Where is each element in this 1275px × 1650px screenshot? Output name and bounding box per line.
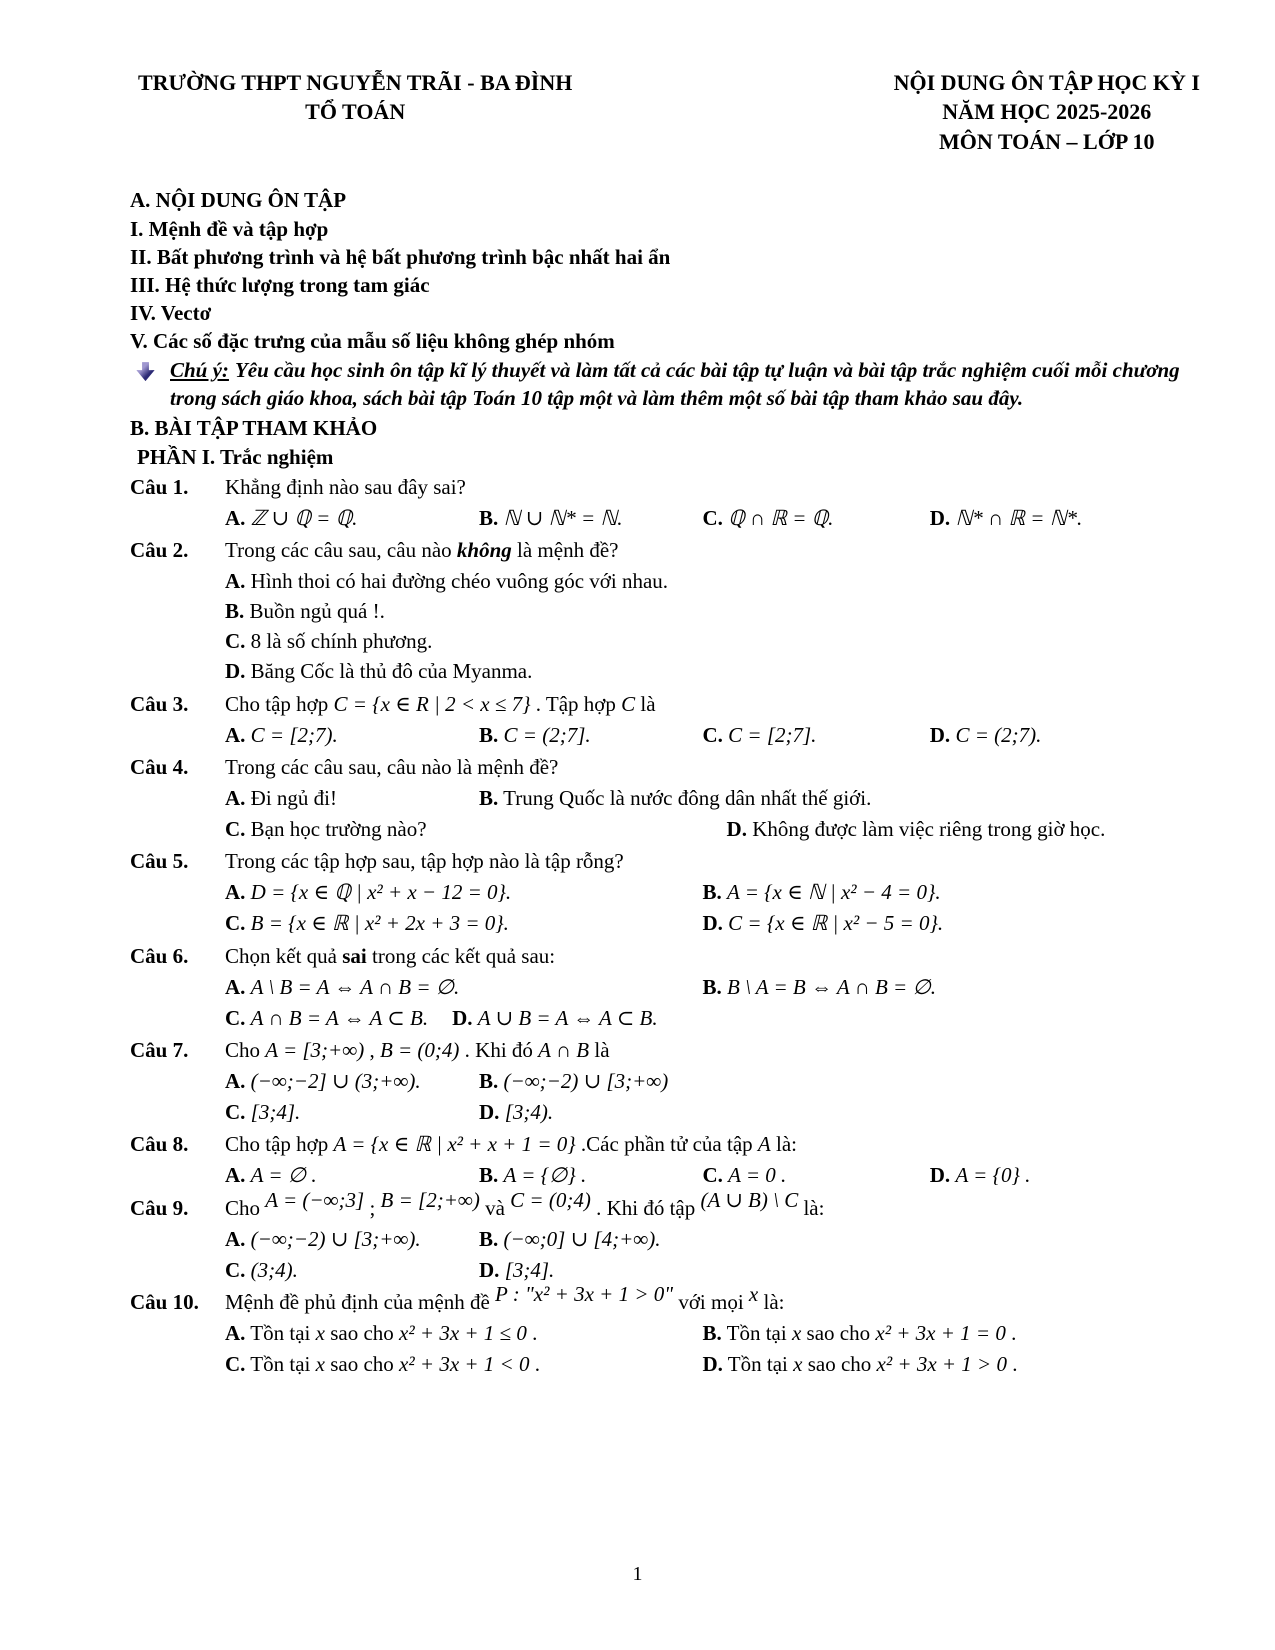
question-text bbox=[225, 536, 1180, 564]
option-B bbox=[479, 1161, 702, 1189]
text-segment: . Khi đó tập bbox=[590, 1195, 701, 1220]
question-1 bbox=[130, 473, 1180, 532]
option-label: A. bbox=[225, 505, 246, 530]
math-expression: A = {∅} . bbox=[503, 1163, 587, 1188]
option-label: D. bbox=[702, 1352, 723, 1377]
option-A bbox=[225, 1161, 479, 1189]
text-segment: , bbox=[364, 1037, 380, 1062]
math-expression: B = (0;4) bbox=[379, 1037, 460, 1062]
question-label: Câu 1. bbox=[130, 474, 189, 499]
text-segment: Đi ngủ đi! bbox=[250, 785, 337, 810]
option-row bbox=[225, 567, 1180, 686]
question-content bbox=[225, 1130, 1180, 1189]
text-segment: Chọn kết quả bbox=[225, 943, 343, 968]
option-label: C. bbox=[225, 629, 246, 654]
option-label: D. bbox=[479, 1257, 500, 1282]
school-block bbox=[138, 68, 572, 156]
text-segment: Mệnh đề phủ định của mệnh đề bbox=[225, 1289, 496, 1314]
review-topic: IV. Vectơ bbox=[130, 300, 212, 325]
school-name: TRƯỜNG THPT NGUYỄN TRÃI - BA ĐÌNH bbox=[138, 70, 573, 95]
math-expression: x² + 3x + 1 ≤ 0 bbox=[399, 1321, 527, 1346]
option-D bbox=[703, 909, 1181, 937]
text-segment: . bbox=[529, 1352, 540, 1377]
math-expression: C = (2;7). bbox=[955, 722, 1042, 747]
question-content bbox=[225, 536, 1180, 686]
math-expression: x² + 3x + 1 > 0 bbox=[876, 1352, 1007, 1377]
option-label: A. bbox=[225, 569, 246, 594]
option-C bbox=[225, 1256, 479, 1284]
text-segment: Tồn tại bbox=[726, 1321, 792, 1346]
text-segment: Tồn tại bbox=[727, 1352, 794, 1377]
math-expression: A = 0 . bbox=[728, 1163, 787, 1188]
option-D bbox=[930, 721, 1180, 749]
review-topic: V. Các số đặc trưng của mẫu số liệu không ghép nhóm bbox=[130, 329, 615, 354]
option-B bbox=[479, 504, 702, 532]
option-row bbox=[225, 909, 1180, 937]
option-C bbox=[225, 627, 1180, 655]
math-expression: ℕ ∪ ℕ* = ℕ. bbox=[503, 505, 623, 530]
review-topics bbox=[130, 215, 1180, 356]
option-label: B. bbox=[479, 785, 499, 810]
option-row bbox=[225, 1350, 1180, 1378]
school-department: TỔ TOÁN bbox=[305, 99, 406, 125]
option-label: A. bbox=[225, 1163, 246, 1188]
option-C bbox=[225, 817, 437, 841]
review-topic: I. Mệnh đề và tập hợp bbox=[130, 216, 329, 241]
question-9 bbox=[130, 1187, 1180, 1284]
text-segment: Hình thoi có hai đường chéo vuông góc với nhau. bbox=[250, 569, 669, 594]
option-label: D. bbox=[702, 911, 723, 936]
question-8 bbox=[130, 1130, 1180, 1189]
text-segment: ; bbox=[364, 1195, 381, 1220]
math-expression: [3;4]. bbox=[250, 1100, 301, 1125]
text-segment: . bbox=[1005, 1321, 1017, 1346]
text-segment: Trong các tập hợp sau, tập hợp nào là tập rỗng? bbox=[225, 849, 624, 874]
option-row bbox=[225, 1098, 1180, 1126]
page-number: 1 bbox=[632, 1563, 643, 1586]
question-content bbox=[225, 847, 1180, 937]
option-row bbox=[225, 1256, 1180, 1284]
option-C bbox=[702, 504, 929, 532]
question-7 bbox=[130, 1036, 1180, 1126]
option-label: C. bbox=[702, 1163, 723, 1188]
doc-title: NỘI DUNG ÔN TẬP HỌC KỲ I bbox=[893, 70, 1200, 95]
option-B bbox=[479, 784, 1180, 812]
option-A bbox=[225, 504, 479, 532]
option-C bbox=[702, 721, 929, 749]
text-segment: là: bbox=[758, 1289, 785, 1314]
math-expression: (−∞;0] ∪ [4;+∞). bbox=[503, 1226, 661, 1251]
text-segment: Cho bbox=[225, 1195, 266, 1220]
option-label: D. bbox=[929, 722, 951, 747]
option-C bbox=[225, 909, 703, 937]
note bbox=[130, 356, 1180, 412]
option-D bbox=[479, 1098, 1180, 1126]
option-label: C. bbox=[225, 817, 246, 842]
option-A bbox=[225, 784, 479, 812]
question-content bbox=[225, 753, 1180, 843]
option-row bbox=[225, 973, 1180, 1001]
option-C bbox=[702, 1161, 929, 1189]
option-label: C. bbox=[702, 722, 723, 747]
review-topic: II. Bất phương trình và hệ bất phương trình bậc nhất hai ẩn bbox=[130, 244, 671, 269]
option-label: D. bbox=[452, 1005, 473, 1030]
option-label: B. bbox=[225, 599, 245, 624]
math-expression: x² + 3x + 1 < 0 bbox=[399, 1352, 530, 1377]
math-expression: D = {x ∈ ℚ | x² + x − 12 = 0}. bbox=[250, 880, 512, 905]
question-text bbox=[225, 1281, 1180, 1316]
text-segment: . bbox=[526, 1321, 538, 1346]
math-expression: A ∪ B = A ⇔ A ⊂ B. bbox=[477, 1005, 658, 1030]
math-expression: ℤ ∪ ℚ = ℚ. bbox=[250, 505, 358, 530]
question-label: Câu 9. bbox=[130, 1195, 189, 1220]
question-label: Câu 7. bbox=[130, 1037, 189, 1062]
option-label: C. bbox=[225, 1100, 246, 1125]
option-row bbox=[225, 1161, 1180, 1189]
math-expression: [3;4). bbox=[504, 1100, 554, 1125]
option-label: B. bbox=[479, 1163, 499, 1188]
down-arrow-bullet-icon bbox=[136, 362, 155, 381]
option-B bbox=[479, 1225, 1180, 1253]
math-expression: (−∞;−2) ∪ [3;+∞) bbox=[503, 1069, 669, 1094]
option-A bbox=[225, 567, 1180, 595]
question-content bbox=[225, 1036, 1180, 1126]
option-label: C. bbox=[225, 1257, 246, 1282]
review-topic: III. Hệ thức lượng trong tam giác bbox=[130, 272, 430, 297]
option-label: B. bbox=[479, 1069, 499, 1094]
math-expression: x² + 3x + 1 = 0 bbox=[875, 1321, 1006, 1346]
option-label: A. bbox=[225, 1069, 246, 1094]
option-label: B. bbox=[702, 1321, 722, 1346]
question-text bbox=[225, 847, 1180, 875]
question-5 bbox=[130, 847, 1180, 937]
text-segment: trong các kết quả sau: bbox=[366, 943, 556, 968]
math-expression: (A ∪ B) \ C bbox=[700, 1187, 799, 1212]
question-label: Câu 6. bbox=[130, 943, 189, 968]
math-expression: (−∞;−2] ∪ (3;+∞). bbox=[250, 1069, 421, 1094]
math-expression: A = (−∞;3] bbox=[265, 1187, 365, 1212]
text-segment: sao cho bbox=[801, 1321, 876, 1346]
math-expression: A = [3;+∞) bbox=[265, 1037, 365, 1062]
math-expression: B \ A = B ⇔ A ∩ B = ∅. bbox=[727, 974, 937, 999]
math-expression: x bbox=[793, 1352, 803, 1377]
option-label: C. bbox=[225, 911, 246, 936]
option-row bbox=[225, 1225, 1180, 1253]
question-label: Câu 3. bbox=[130, 691, 189, 716]
math-expression: ℕ* ∩ ℝ = ℕ*. bbox=[955, 505, 1083, 530]
math-expression: (−∞;−2) ∪ [3;+∞). bbox=[250, 1226, 421, 1251]
option-C bbox=[225, 1006, 438, 1030]
question-text bbox=[225, 1036, 1180, 1064]
question-content bbox=[225, 1281, 1180, 1378]
math-expression: P : "x² + 3x + 1 > 0" bbox=[495, 1281, 674, 1306]
text-segment: Trung Quốc là nước đông dân nhất thế giới. bbox=[503, 785, 872, 810]
question-text bbox=[225, 473, 1180, 501]
option-label: A. bbox=[225, 974, 246, 999]
option-A bbox=[225, 973, 703, 1001]
option-label: A. bbox=[225, 722, 246, 747]
math-expression: A = {x ∈ ℝ | x² + x + 1 = 0} bbox=[333, 1132, 576, 1157]
question-text bbox=[225, 690, 1180, 718]
text-segment: . Tập hợp bbox=[530, 691, 622, 716]
math-expression: C = [2;7). bbox=[250, 722, 338, 747]
option-C bbox=[225, 1098, 479, 1126]
option-label: B. bbox=[479, 722, 499, 747]
math-expression: A = ∅ . bbox=[250, 1163, 317, 1188]
text-segment: .Các phần tử của tập bbox=[575, 1132, 758, 1157]
option-A bbox=[225, 1225, 479, 1253]
option-row bbox=[225, 1004, 1180, 1032]
math-expression: x bbox=[748, 1281, 759, 1306]
note-label: Chú ý: bbox=[170, 358, 229, 383]
text-segment: là mệnh đề? bbox=[511, 537, 619, 562]
option-A bbox=[225, 878, 703, 906]
text-segment: sao cho bbox=[324, 1321, 400, 1346]
text-segment: là bbox=[589, 1037, 610, 1062]
text-segment: Tồn tại bbox=[250, 1352, 316, 1377]
option-label: C. bbox=[225, 1352, 246, 1377]
option-label: A. bbox=[225, 1321, 246, 1346]
question-content bbox=[225, 690, 1180, 749]
math-expression: B = {x ∈ ℝ | x² + 2x + 3 = 0}. bbox=[250, 911, 509, 936]
subject-grade: MÔN TOÁN – LỚP 10 bbox=[939, 128, 1155, 154]
option-label: D. bbox=[726, 817, 747, 842]
math-expression: C bbox=[621, 691, 636, 716]
option-row bbox=[225, 504, 1180, 532]
question-label: Câu 4. bbox=[130, 754, 189, 779]
text-segment: Khẳng định nào sau đây sai? bbox=[225, 474, 466, 499]
text-segment: Băng Cốc là thủ đô của Myanma. bbox=[250, 659, 533, 684]
question-text bbox=[225, 1187, 1180, 1222]
text-segment: không bbox=[456, 537, 512, 562]
option-A bbox=[225, 1067, 479, 1095]
question-3 bbox=[130, 690, 1180, 749]
text-segment: là: bbox=[798, 1195, 825, 1220]
question-content bbox=[225, 942, 1180, 1032]
question-label: Câu 2. bbox=[130, 537, 189, 562]
option-label: D. bbox=[225, 659, 246, 684]
question-label: Câu 10. bbox=[130, 1289, 199, 1314]
title-block bbox=[894, 68, 1200, 156]
option-label: D. bbox=[479, 1100, 500, 1125]
text-segment: Trong các câu sau, câu nào là mệnh đề? bbox=[225, 754, 559, 779]
option-label: A. bbox=[225, 880, 246, 905]
text-segment: là: bbox=[770, 1132, 797, 1157]
question-6 bbox=[130, 942, 1180, 1032]
option-row bbox=[225, 1067, 1180, 1095]
math-expression: B = [2;+∞) bbox=[380, 1187, 480, 1212]
math-expression: A ∩ B = A ⇔ A ⊂ B. bbox=[250, 1005, 429, 1030]
document-header bbox=[130, 68, 1200, 156]
option-A bbox=[225, 1319, 703, 1347]
option-row bbox=[225, 878, 1180, 906]
option-label: B. bbox=[702, 974, 722, 999]
question-text bbox=[225, 753, 1180, 781]
option-C bbox=[225, 1350, 703, 1378]
text-segment: . bbox=[1006, 1352, 1018, 1377]
option-D bbox=[225, 657, 1180, 685]
question-content bbox=[225, 473, 1180, 532]
math-expression: C = {x ∈ ℝ | x² − 5 = 0}. bbox=[728, 911, 944, 936]
math-expression: C = [2;7]. bbox=[728, 722, 817, 747]
option-label: B. bbox=[702, 880, 722, 905]
math-expression: C = {x ∈ R | 2 < x ≤ 7} bbox=[333, 691, 531, 716]
math-expression: A \ B = A ⇔ A ∩ B = ∅. bbox=[250, 974, 460, 999]
option-row bbox=[225, 815, 1180, 843]
question-content bbox=[225, 1187, 1180, 1284]
math-expression: [3;4]. bbox=[504, 1257, 555, 1282]
option-B bbox=[479, 1067, 1180, 1095]
option-D bbox=[727, 817, 1116, 841]
part-title: PHẦN I. Trắc nghiệm bbox=[137, 444, 334, 469]
text-segment: Cho bbox=[225, 1037, 266, 1062]
option-D bbox=[479, 1256, 1180, 1284]
text-segment: sao cho bbox=[802, 1352, 877, 1377]
option-D bbox=[930, 504, 1180, 532]
text-segment: là bbox=[635, 691, 656, 716]
option-label: B. bbox=[479, 505, 499, 530]
text-segment: với mọi bbox=[673, 1289, 749, 1314]
question-text bbox=[225, 1130, 1180, 1158]
section-b-title: B. BÀI TẬP THAM KHẢO bbox=[130, 416, 378, 441]
option-label: A. bbox=[225, 785, 246, 810]
option-row bbox=[225, 721, 1180, 749]
text-segment: Không được làm việc riêng trong giờ học. bbox=[752, 817, 1106, 842]
option-row bbox=[225, 1319, 1180, 1347]
math-expression: ℚ ∩ ℝ = ℚ. bbox=[728, 505, 834, 530]
option-D bbox=[703, 1350, 1181, 1378]
option-label: D. bbox=[929, 1163, 951, 1188]
math-expression: x bbox=[791, 1321, 802, 1346]
math-expression: C = (2;7]. bbox=[503, 722, 591, 747]
text-segment: . Khi đó bbox=[459, 1037, 539, 1062]
school-year: NĂM HỌC 2025-2026 bbox=[942, 99, 1152, 125]
text-segment: Cho tập hợp bbox=[225, 691, 334, 716]
math-expression: x bbox=[315, 1321, 325, 1346]
option-D bbox=[930, 1161, 1180, 1189]
option-label: A. bbox=[225, 1226, 246, 1251]
text-segment: Buồn ngủ quá !. bbox=[249, 599, 385, 624]
question-list bbox=[130, 473, 1180, 1379]
math-expression: A bbox=[757, 1132, 771, 1157]
math-expression: A = {0} . bbox=[955, 1163, 1031, 1188]
note-text: Yêu cầu học sinh ôn tập kĩ lý thuyết và làm tất cả các bài tập tự luận và bài tập trắc nghiệm cuối mỗi chương trong sách giáo khoa, sách bài tập Toán 10 tập một và làm thêm một số bài tập tham khảo sau đây. bbox=[170, 358, 1180, 411]
text-segment: Trong các câu sau, câu nào bbox=[225, 537, 457, 562]
option-B bbox=[225, 597, 1180, 625]
text-segment: 8 là số chính phương. bbox=[250, 629, 433, 654]
option-row bbox=[225, 784, 1180, 812]
option-B bbox=[479, 721, 702, 749]
text-segment: sao cho bbox=[324, 1352, 400, 1377]
question-10 bbox=[130, 1281, 1180, 1378]
section-a-title: A. NỘI DUNG ÔN TẬP bbox=[130, 188, 347, 213]
math-expression: A ∩ B bbox=[538, 1037, 590, 1062]
option-B bbox=[703, 1319, 1181, 1347]
option-A bbox=[225, 721, 479, 749]
question-2 bbox=[130, 536, 1180, 686]
option-D bbox=[452, 1006, 668, 1030]
math-expression: A = {x ∈ ℕ | x² − 4 = 0}. bbox=[727, 880, 941, 905]
question-text bbox=[225, 942, 1180, 970]
option-label: B. bbox=[479, 1226, 499, 1251]
math-expression: C = (0;4) bbox=[510, 1187, 591, 1212]
option-label: C. bbox=[225, 1005, 246, 1030]
text-segment: Bạn học trường nào? bbox=[250, 817, 427, 842]
option-B bbox=[703, 878, 1181, 906]
option-label: C. bbox=[702, 505, 723, 530]
math-expression: x bbox=[315, 1352, 325, 1377]
option-label: D. bbox=[929, 505, 951, 530]
text-segment: Cho tập hợp bbox=[225, 1132, 334, 1157]
question-label: Câu 5. bbox=[130, 849, 189, 874]
option-B bbox=[703, 973, 1181, 1001]
math-expression: (3;4). bbox=[250, 1257, 298, 1282]
text-segment: và bbox=[479, 1195, 511, 1220]
question-4 bbox=[130, 753, 1180, 843]
question-label: Câu 8. bbox=[130, 1132, 189, 1157]
text-segment: Tồn tại bbox=[250, 1321, 316, 1346]
text-segment: sai bbox=[342, 943, 367, 968]
